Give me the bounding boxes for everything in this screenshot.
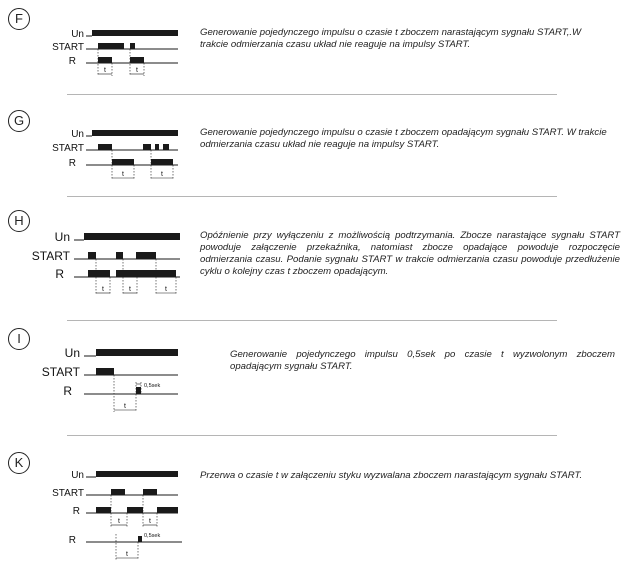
un-label: Un bbox=[71, 470, 84, 481]
svg-text:t: t bbox=[118, 518, 120, 525]
svg-text:t: t bbox=[165, 286, 167, 293]
mode-letter-badge: I bbox=[8, 328, 30, 350]
svg-text:t: t bbox=[122, 171, 124, 178]
svg-text:t: t bbox=[124, 403, 126, 410]
svg-text:t: t bbox=[161, 171, 163, 178]
timing-diagram bbox=[0, 20, 200, 110]
mode-letter-badge: G bbox=[8, 110, 30, 132]
mode-letter-badge: K bbox=[8, 452, 30, 474]
mode-h-section bbox=[0, 206, 639, 316]
r-label: R bbox=[68, 158, 76, 169]
start-label: START bbox=[52, 42, 84, 53]
r-label: R bbox=[68, 535, 76, 546]
separator-line bbox=[67, 320, 557, 321]
mode-description: Generowanie pojedynczego impulsu o czasie t zboczem opadającym sygnału START. W trakcie odmierzania czasu układ nie reaguje na impulsy START. bbox=[200, 127, 607, 150]
start-label: START bbox=[52, 488, 84, 499]
r-label: R bbox=[68, 56, 76, 67]
un-label: Un bbox=[54, 230, 70, 244]
r-label: R bbox=[72, 506, 80, 517]
timing-diagram bbox=[0, 342, 200, 442]
separator-line bbox=[67, 196, 557, 197]
mode-k-section bbox=[0, 450, 639, 571]
start-label: START bbox=[41, 365, 80, 379]
svg-text:t: t bbox=[136, 67, 138, 74]
timing-diagram bbox=[0, 462, 200, 583]
mode-description: Generowanie pojedynczego impulsu o czasie t zboczem narastającym sygnału START,.W trakcie odmierzania czasu układ nie reaguje na impulsy START. bbox=[200, 27, 582, 50]
un-label: Un bbox=[64, 346, 80, 360]
pulse-duration-label: 0,5sek bbox=[144, 383, 161, 389]
svg-text:t: t bbox=[104, 67, 106, 74]
mode-description: Przerwa o czasie t w załączeniu styku wyzwalana zboczem narastającym sygnału START. bbox=[200, 470, 583, 481]
svg-text:t: t bbox=[149, 518, 151, 525]
svg-text:t: t bbox=[126, 551, 128, 558]
mode-letter-badge: F bbox=[8, 8, 30, 30]
mode-description: Generowanie pojedynczego impulsu 0,5sek po czasie t wyzwolonym zboczem opadającym sygnału START. bbox=[230, 349, 615, 372]
mode-letter-badge: H bbox=[8, 210, 30, 232]
timing-diagram bbox=[0, 220, 200, 320]
svg-text:t: t bbox=[102, 286, 104, 293]
mode-g-section bbox=[0, 104, 639, 200]
mode-description: Opóźnienie przy wyłączeniu z możliwością podtrzymania. Zbocze narastające sygnału START powoduje załączenie przekaźnika, natomiast zbocze opadające powoduje rozpoczęcie odmierzania czasu. Podanie sygnału START w trakcie odmierzania czasu powoduje przedłużenie cyklu o kolejny czas t zboczem opadającym. bbox=[200, 230, 620, 277]
mode-i-section bbox=[0, 328, 639, 438]
separator-line bbox=[67, 435, 557, 436]
start-label: START bbox=[31, 249, 70, 263]
mode-f-section bbox=[0, 0, 639, 100]
svg-text:t: t bbox=[129, 286, 131, 293]
pulse-duration-label: 0,5sek bbox=[144, 533, 161, 539]
r-label: R bbox=[63, 384, 72, 398]
un-label: Un bbox=[71, 129, 84, 140]
separator-line bbox=[67, 94, 557, 95]
r-label: R bbox=[55, 267, 64, 281]
start-label: START bbox=[52, 143, 84, 154]
un-label: Un bbox=[71, 29, 84, 40]
